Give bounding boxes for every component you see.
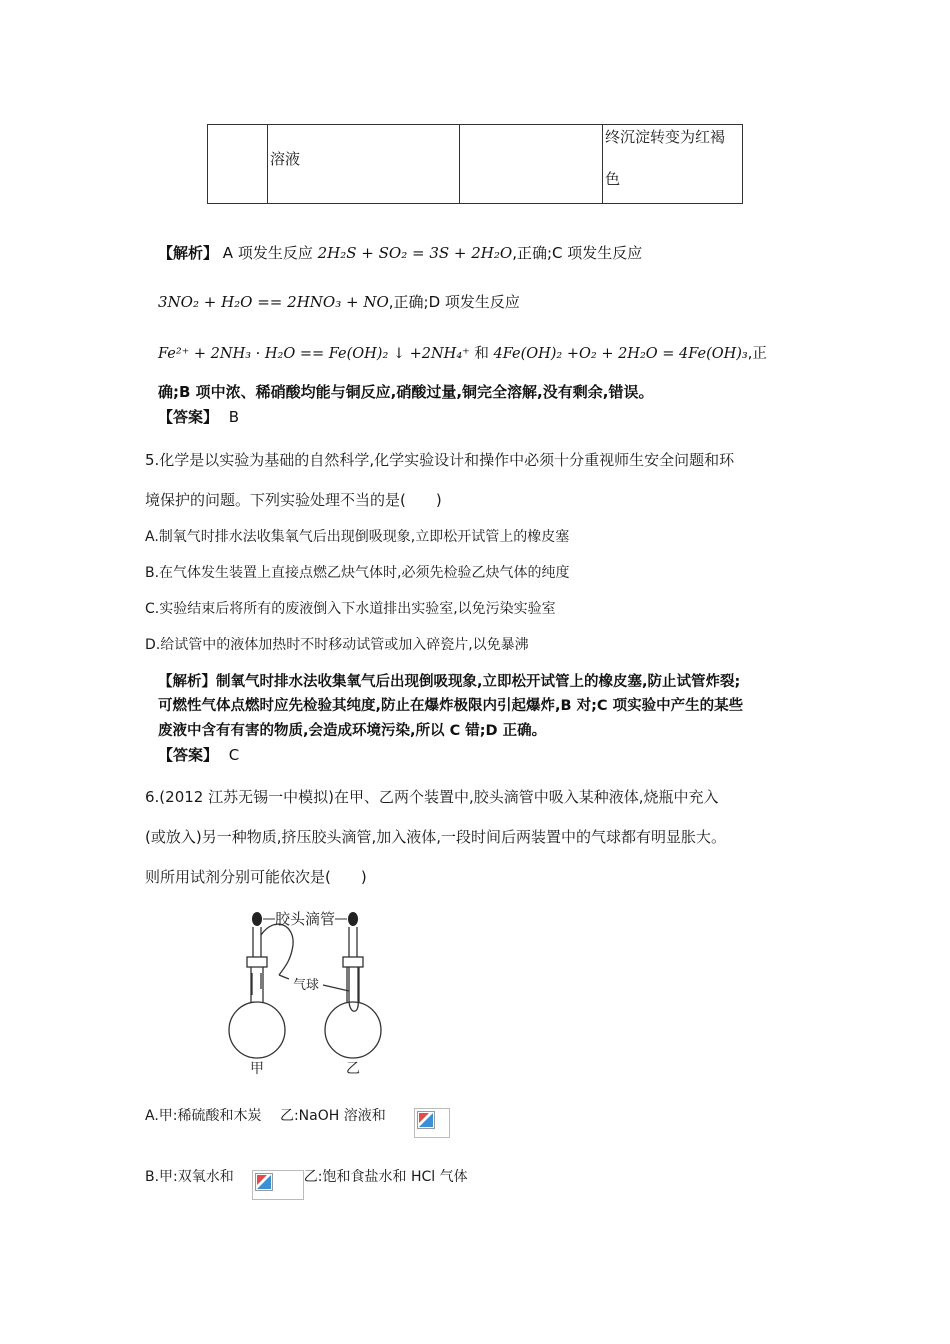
analysis4-line1 <box>158 242 642 263</box>
table-divider <box>267 125 268 203</box>
balloon-label: 气球 <box>292 978 320 993</box>
table-cell-observation-line1: 终沉淀转变为红褐 <box>605 128 726 146</box>
analysis-label: 【解析】 <box>158 674 216 690</box>
analysis-text: ,正 <box>747 346 767 362</box>
answer4 <box>158 406 239 427</box>
q5-analysis-line3: 废液中含有有害的物质,会造成环境污染,所以 C 错;D 正确。 <box>158 723 547 739</box>
table-divider <box>459 125 460 203</box>
q6-option-a <box>145 1105 450 1125</box>
answer5 <box>158 744 239 765</box>
left-flask-bulb <box>229 1002 285 1058</box>
q5-stem-line2: 境保护的问题。下列实验处理不当的是( ) <box>145 491 442 509</box>
missing-image-icon <box>417 1111 435 1129</box>
broken-image-icon <box>252 1170 304 1200</box>
broken-image-icon <box>414 1108 450 1138</box>
q5-analysis-line2: 可燃性气体点燃时应先检验其纯度,防止在爆炸极限内引起爆炸,B 对;C 项实验中产生的某些 <box>158 698 744 714</box>
analysis4-line2 <box>158 291 520 312</box>
equation: 2H₂S + SO₂ = 3S + 2H₂O <box>317 244 513 262</box>
dropper-label: 胶头滴管 <box>274 910 336 928</box>
right-stopper <box>343 957 363 967</box>
balloon-leader-left <box>279 975 289 979</box>
apparatus-figure <box>215 905 390 1080</box>
q6-stem-line1: 6.(2012 江苏无锡一中模拟)在甲、乙两个装置中,胶头滴管中吸入某种液体,烧瓶中充入 <box>145 788 719 806</box>
table-cell-observation-line2: 色 <box>605 170 621 188</box>
equation: 4Fe(OH)₂ +O₂ + 2H₂O = 4Fe(OH)₃ <box>493 346 748 362</box>
analysis-label: 【解析】 <box>158 244 219 262</box>
left-flask-label: 甲 <box>250 1061 264 1077</box>
answer-label: 【答案】 <box>158 746 219 764</box>
right-dropper-tube <box>349 927 357 957</box>
table-divider <box>602 125 603 203</box>
equation: Fe²⁺ + 2NH₃ · H₂O == Fe(OH)₂ ↓ +2NH₄⁺ <box>158 346 470 362</box>
answer-value: C <box>228 746 240 764</box>
q6-option-b <box>145 1166 468 1186</box>
table-cell-solution: 溶液 <box>270 150 301 168</box>
left-dropper-tube <box>253 927 261 957</box>
right-balloon <box>349 967 358 1011</box>
analysis-text: ,正确;C 项发生反应 <box>512 244 643 262</box>
right-flask-label: 乙 <box>346 1061 360 1077</box>
q5-option-d: D.给试管中的液体加热时不时移动试管或加入碎瓷片,以免暴沸 <box>145 637 529 653</box>
left-dropper-bulb <box>252 912 262 926</box>
analysis-text: 制氧气时排水法收集氧气后出现倒吸现象,立即松开试管上的橡皮塞,防止试管炸裂; <box>216 674 741 690</box>
left-stopper <box>247 957 267 967</box>
balloon-leader-right <box>323 985 349 991</box>
q6-stem-line2: (或放入)另一种物质,挤压胶头滴管,加入液体,一段时间后两装置中的气球都有明显胀大。 <box>145 828 727 846</box>
option-text: A.甲:稀硫酸和木炭 乙:NaOH 溶液和 <box>145 1108 386 1124</box>
q5-option-c: C.实验结束后将所有的废液倒入下水道排出实验室,以免污染实验室 <box>145 601 556 617</box>
q5-analysis-line1 <box>158 670 740 691</box>
missing-image-icon <box>255 1173 273 1191</box>
answer-value: B <box>228 408 240 426</box>
right-dropper-bulb <box>348 912 358 926</box>
answer-label: 【答案】 <box>158 408 219 426</box>
q5-option-a: A.制氧气时排水法收集氧气后出现倒吸现象,立即松开试管上的橡皮塞 <box>145 529 570 545</box>
analysis4-line3 <box>158 342 767 363</box>
analysis4-line4: 确;B 项中浓、稀硝酸均能与铜反应,硝酸过量,铜完全溶解,没有剩余,错误。 <box>158 383 654 401</box>
option-text: B.甲:双氧水和 <box>145 1169 234 1185</box>
q5-stem-line1: 5.化学是以实验为基础的自然科学,化学实验设计和操作中必须十分重视师生安全问题和环 <box>145 451 735 469</box>
left-inner-tubes <box>252 973 261 995</box>
q5-option-b: B.在气体发生装置上直接点燃乙炔气体时,必须先检验乙炔气体的纯度 <box>145 565 570 581</box>
answer-table-fragment <box>207 124 743 204</box>
analysis-text: ,正确;D 项发生反应 <box>388 293 520 311</box>
analysis-text: A 项发生反应 <box>222 244 313 262</box>
q6-stem-line3: 则所用试剂分别可能依次是( ) <box>145 868 367 886</box>
option-text: 乙:饱和食盐水和 HCl 气体 <box>303 1169 468 1185</box>
equation: 3NO₂ + H₂O == 2HNO₃ + NO <box>158 293 389 311</box>
analysis-text: 和 <box>474 346 489 362</box>
